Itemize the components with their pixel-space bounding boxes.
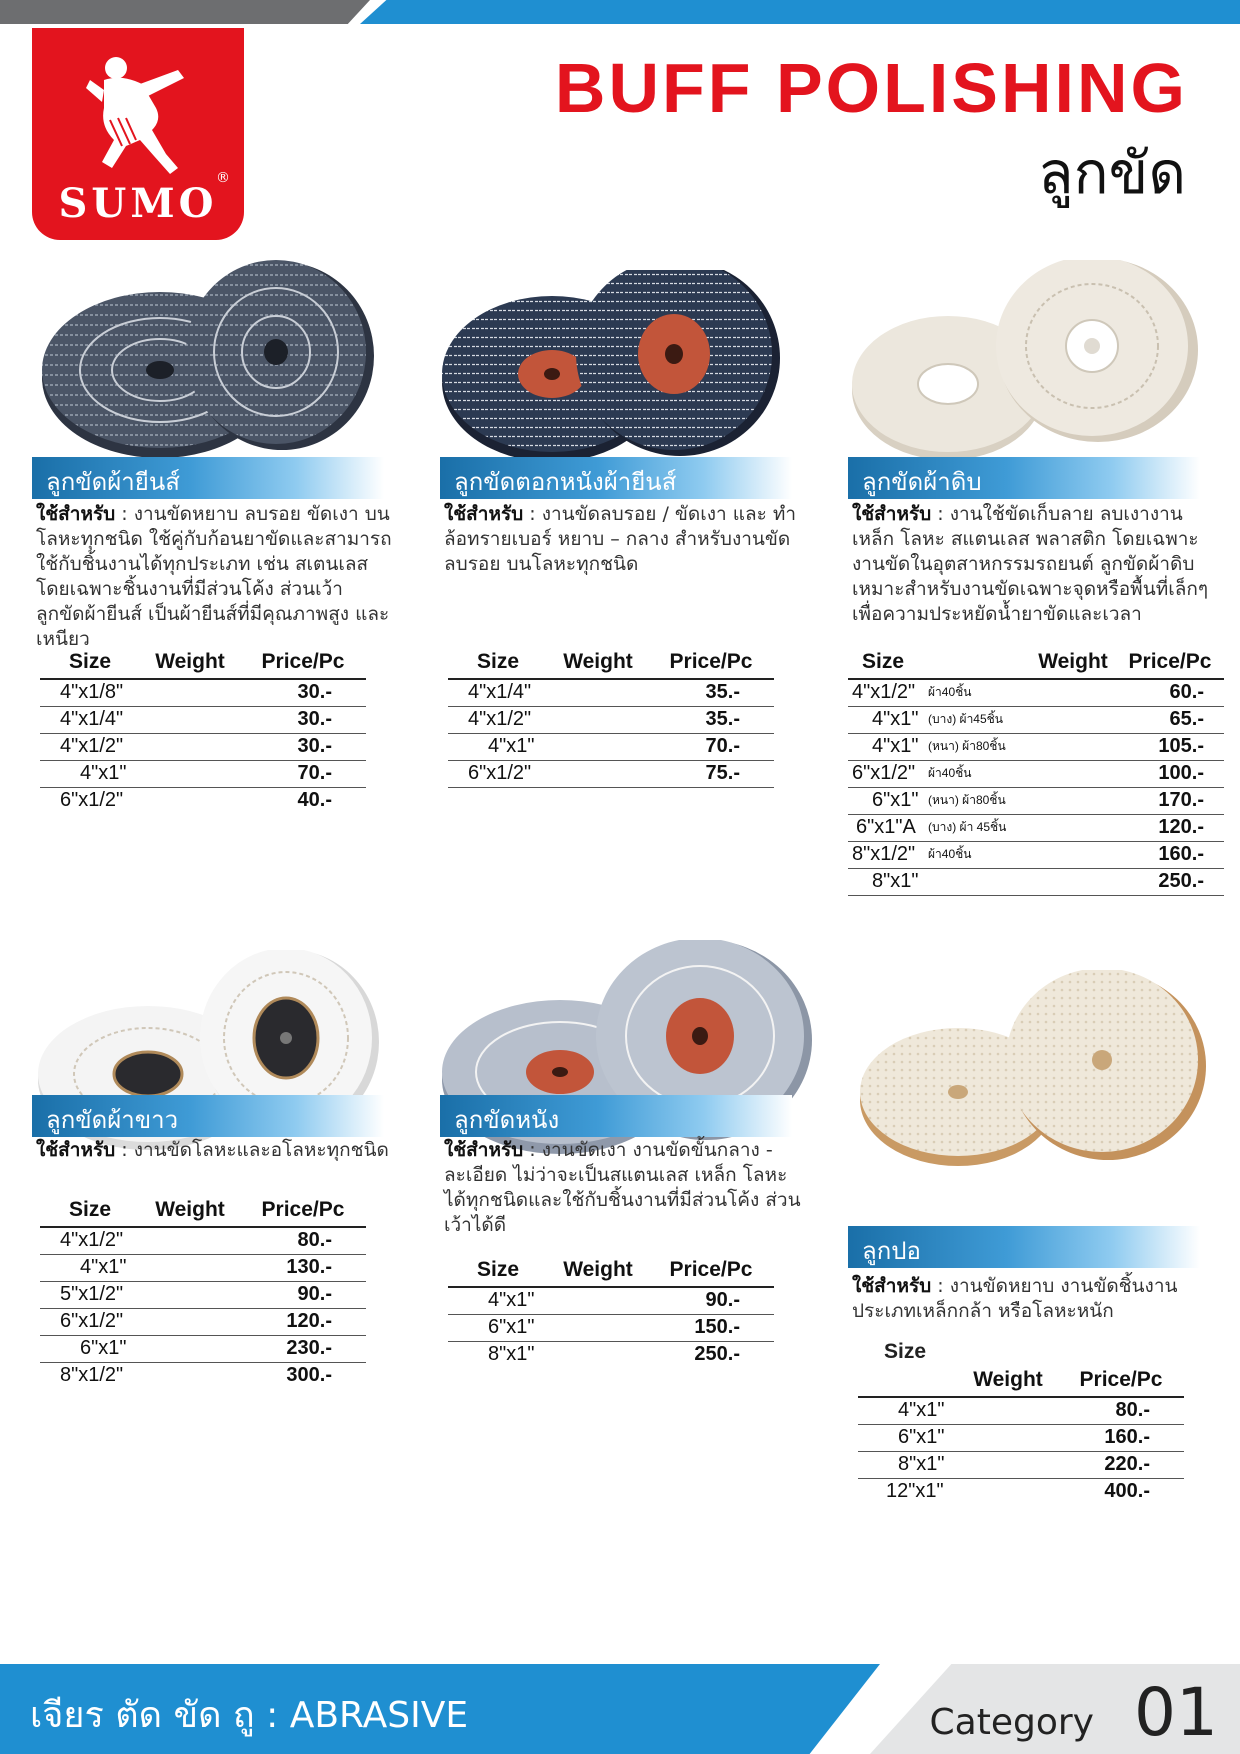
header-weight: Weight bbox=[1030, 648, 1116, 679]
size-cell: 4"x1/2" bbox=[448, 706, 548, 733]
size-cell: 8"x1" bbox=[858, 1451, 958, 1478]
price-cell: 130.- bbox=[240, 1254, 366, 1281]
price-cell: 160.- bbox=[1116, 841, 1224, 868]
table-row bbox=[848, 868, 1224, 895]
price-cell: 160.- bbox=[1058, 1424, 1184, 1451]
price-cell: 80.- bbox=[240, 1227, 366, 1254]
sisal-buff-image bbox=[858, 970, 1218, 1180]
note-cell: ผ้า40ชิ้น bbox=[928, 679, 1030, 706]
product-name-band bbox=[32, 457, 384, 499]
price-cell: 170.- bbox=[1116, 787, 1224, 814]
table-row bbox=[848, 733, 1224, 760]
price-table bbox=[40, 648, 366, 814]
table-row bbox=[858, 1397, 1184, 1424]
usage-text: : งานขัดลบรอย / ขัดเงา และ ทำล้อทรายเบอร์ หยาบ – กลาง สำหรับงานขัดลบรอย บนโลหะทุกชนิด bbox=[444, 503, 797, 575]
top-bar-gray bbox=[0, 0, 370, 24]
product-name: ลูกขัดตอกหนังผ้ายีนส์ bbox=[454, 468, 677, 496]
price-cell: 400.- bbox=[1104, 1480, 1150, 1503]
header-price: Price/Pc bbox=[240, 1196, 366, 1227]
page-title-th: ลูกขัด bbox=[1038, 139, 1186, 207]
price-table bbox=[848, 648, 1224, 896]
product-usage bbox=[852, 502, 1212, 627]
size-cell: 8"x1" bbox=[848, 868, 928, 895]
size-cell: 6"x1" bbox=[448, 1314, 548, 1341]
note-cell: (หนา) ผ้า80ชิ้น bbox=[928, 733, 1030, 760]
price-cell: 90.- bbox=[240, 1281, 366, 1308]
usage-label: ใช้สำหรับ bbox=[444, 503, 524, 525]
product-name: ลูกขัดหนัง bbox=[454, 1106, 560, 1134]
table-row bbox=[40, 1227, 366, 1254]
stitched-jeans-buff-image bbox=[440, 270, 800, 470]
price-cell: 35.- bbox=[648, 706, 774, 733]
table-row bbox=[40, 1335, 366, 1362]
header-size: Size bbox=[448, 648, 548, 679]
size-cell: 6"x1" bbox=[848, 787, 928, 814]
price-cell: 35.- bbox=[648, 679, 774, 706]
price-table bbox=[40, 1196, 366, 1389]
price-table bbox=[448, 648, 774, 788]
size-cell: 4"x1/4" bbox=[40, 706, 140, 733]
price-cell: 40.- bbox=[297, 789, 332, 812]
table-row bbox=[40, 760, 366, 787]
product-usage bbox=[36, 1138, 396, 1163]
jeans-buff-image bbox=[40, 260, 390, 470]
product-name: ลูกขัดผ้าขาว bbox=[46, 1106, 179, 1134]
product-name-band bbox=[32, 1095, 384, 1137]
footer-category-number: 01 bbox=[1134, 1674, 1218, 1751]
header-price: Price/Pc bbox=[648, 648, 774, 679]
size-cell: 6"x1" bbox=[40, 1335, 140, 1362]
size-cell: 4"x1" bbox=[448, 1287, 548, 1314]
table-row bbox=[448, 1314, 774, 1341]
size-cell: 4"x1" bbox=[448, 733, 548, 760]
table-row bbox=[848, 787, 1224, 814]
header-weight: Weight bbox=[140, 648, 240, 679]
footer-section-title: เจียร ตัด ขัด ถู : ABRASIVE bbox=[30, 1695, 469, 1736]
table-row bbox=[40, 706, 366, 733]
price-cell: 105.- bbox=[1116, 733, 1224, 760]
table-row bbox=[848, 841, 1224, 868]
table-row bbox=[858, 1424, 1184, 1451]
table-row bbox=[448, 1287, 774, 1314]
header-price: Price/Pc bbox=[1116, 648, 1224, 679]
price-cell: 70.- bbox=[240, 760, 366, 787]
size-cell: 6"x1/2" bbox=[60, 789, 124, 812]
price-cell: 30.- bbox=[240, 706, 366, 733]
size-cell: 4"x1" bbox=[848, 706, 928, 733]
size-cell: 8"x1/2" bbox=[60, 1364, 124, 1387]
table-row bbox=[40, 1281, 366, 1308]
price-cell: 300.- bbox=[286, 1364, 332, 1387]
usage-text: : งานขัดหยาบ ลบรอย ขัดเงา บนโลหะทุกชนิด ใช้คู่กับก้อนยาขัดและสามารถใช้กับชิ้นงานได้ทุกประเภท เช่น สเตนเลส โดยเฉพาะชิ้นงานที่มีส่วนโค้ง ส่วนเว้า ลูกขัดผ้ายีนส์ เป็นผ้ายีนส์ที่มีคุณภาพสูง และ เหนียว bbox=[36, 503, 392, 650]
price-cell: 250.- bbox=[1116, 868, 1224, 895]
header-price: Price/Pc bbox=[240, 648, 366, 679]
price-cell: 30.- bbox=[240, 679, 366, 706]
table-row bbox=[848, 706, 1224, 733]
size-cell: 4"x1" bbox=[40, 1254, 140, 1281]
size-cell: 6"x1/2" bbox=[848, 760, 928, 787]
table-row bbox=[40, 787, 366, 814]
brand-name: SUMO bbox=[58, 180, 218, 227]
price-cell: 60.- bbox=[1116, 679, 1224, 706]
header-weight: Weight bbox=[140, 1196, 240, 1227]
price-cell: 75.- bbox=[648, 760, 774, 787]
product-usage bbox=[36, 502, 396, 652]
price-table bbox=[448, 1256, 774, 1368]
size-cell: 8"x1" bbox=[488, 1343, 535, 1366]
table-row bbox=[40, 733, 366, 760]
header-weight: Weight bbox=[548, 1256, 648, 1287]
page-title-en: BUFF POLISHING bbox=[554, 49, 1188, 127]
header-size-label: Size bbox=[884, 1340, 927, 1363]
usage-label: ใช้สำหรับ bbox=[36, 1139, 116, 1161]
product-name-band bbox=[440, 1095, 792, 1137]
top-bar-blue bbox=[360, 0, 1240, 24]
footer bbox=[0, 1664, 1240, 1754]
table-row bbox=[848, 679, 1224, 706]
header-size: Size bbox=[448, 1256, 548, 1287]
price-cell: 120.- bbox=[240, 1308, 366, 1335]
size-cell: 8"x1/2" bbox=[848, 841, 928, 868]
size-cell: 4"x1/2" bbox=[848, 679, 928, 706]
size-cell: 4"x1" bbox=[858, 1397, 958, 1424]
size-cell: 4"x1" bbox=[40, 760, 140, 787]
size-cell: 4"x1/2" bbox=[40, 733, 140, 760]
table-row bbox=[448, 706, 774, 733]
product-name-band bbox=[848, 1226, 1200, 1268]
header-weight: Weight bbox=[548, 648, 648, 679]
table-row bbox=[40, 679, 366, 706]
header-size: Size bbox=[848, 648, 928, 679]
table-row bbox=[448, 760, 774, 787]
product-usage bbox=[444, 1138, 804, 1238]
price-cell: 90.- bbox=[648, 1287, 774, 1314]
price-table bbox=[858, 1366, 1184, 1505]
usage-text: : งานขัดเงา งานขัดขั้นกลาง - ละเอียด ไม่ว่าจะเป็นสแตนเลส เหล็ก โลหะ ได้ทุกชนิดและใช้กับชิ้นงานที่มีส่วนโค้ง ส่วนเว้าได้ดี bbox=[444, 1139, 801, 1236]
header-price: Price/Pc bbox=[1058, 1366, 1184, 1397]
table-row bbox=[40, 1308, 366, 1335]
usage-label: ใช้สำหรับ bbox=[852, 503, 932, 525]
size-cell: 5"x1/2" bbox=[40, 1281, 140, 1308]
product-usage bbox=[852, 1274, 1212, 1324]
usage-text: : งานขัดโลหะและอโลหะทุกชนิด bbox=[115, 1139, 389, 1161]
table-row bbox=[448, 1341, 774, 1368]
usage-text: : งานขัดหยาบ งานขัดชิ้นงานประเภทเหล็กกล้า หรือโลหะหนัก bbox=[852, 1275, 1178, 1322]
size-cell: 6"x1/2" bbox=[448, 760, 548, 787]
table-row bbox=[858, 1451, 1184, 1478]
size-cell: 4"x1" bbox=[848, 733, 928, 760]
price-cell: 80.- bbox=[1058, 1397, 1184, 1424]
table-row bbox=[858, 1478, 1184, 1505]
note-cell: (บาง) ผ้า45ชิ้น bbox=[928, 706, 1030, 733]
sumo-wrestler-icon bbox=[82, 50, 194, 180]
note-cell: (บาง) ผ้า 45ชิ้น bbox=[928, 814, 1030, 841]
table-row bbox=[448, 733, 774, 760]
note-cell: ผ้า40ชิ้น bbox=[928, 841, 1030, 868]
product-name: ลูกขัดผ้าดิบ bbox=[862, 468, 982, 496]
price-cell: 230.- bbox=[240, 1335, 366, 1362]
product-name-band bbox=[440, 457, 792, 499]
header-size: Size bbox=[40, 648, 140, 679]
price-cell: 30.- bbox=[240, 733, 366, 760]
product-name: ลูกปอ bbox=[862, 1237, 921, 1265]
size-cell: 4"x1/2" bbox=[40, 1227, 140, 1254]
usage-label: ใช้สำหรับ bbox=[444, 1139, 524, 1161]
note-cell bbox=[928, 868, 1030, 895]
size-cell: 6"x1"A bbox=[848, 814, 928, 841]
note-cell: ผ้า40ชิ้น bbox=[928, 760, 1030, 787]
table-row bbox=[40, 1254, 366, 1281]
price-cell: 120.- bbox=[1116, 814, 1224, 841]
table-row bbox=[848, 760, 1224, 787]
size-cell: 4"x1/4" bbox=[448, 679, 548, 706]
table-row bbox=[848, 814, 1224, 841]
price-cell: 220.- bbox=[1058, 1451, 1184, 1478]
price-cell: 65.- bbox=[1116, 706, 1224, 733]
table-row bbox=[40, 1362, 366, 1389]
footer-category-label: Category bbox=[929, 1702, 1094, 1743]
header-price: Price/Pc bbox=[648, 1256, 774, 1287]
usage-text: : งานใช้ขัดเก็บลาย ลบเงางาน เหล็ก โลหะ สแตนเลส พลาสติก โดยเฉพาะงานขัดในอุตสาหกรรมรถยนต์ ลูกขัดผ้าดิบเหมาะสำหรับงานขัดเฉพาะจุดหรือพื้นที่เล็กๆ เพื่อความประหยัดน้ำยาขัดและเวลา bbox=[852, 503, 1209, 625]
raw-cotton-buff-image bbox=[848, 260, 1208, 470]
size-cell: 12"x1" bbox=[886, 1480, 944, 1503]
product-name-band bbox=[848, 457, 1200, 499]
price-cell: 250.- bbox=[694, 1343, 740, 1366]
price-cell: 150.- bbox=[648, 1314, 774, 1341]
sumo-logo bbox=[32, 28, 244, 240]
price-cell: 100.- bbox=[1116, 760, 1224, 787]
table-row bbox=[448, 679, 774, 706]
registered-mark: ® bbox=[216, 170, 230, 186]
header-weight: Weight bbox=[958, 1366, 1058, 1397]
usage-label: ใช้สำหรับ bbox=[852, 1275, 932, 1297]
product-usage bbox=[444, 502, 804, 577]
price-cell: 70.- bbox=[648, 733, 774, 760]
note-cell: (หนา) ผ้า80ชิ้น bbox=[928, 787, 1030, 814]
size-cell: 4"x1/8" bbox=[40, 679, 140, 706]
product-name: ลูกขัดผ้ายีนส์ bbox=[46, 468, 180, 496]
size-cell: 6"x1" bbox=[858, 1424, 958, 1451]
size-cell: 6"x1/2" bbox=[40, 1308, 140, 1335]
header-size: Size bbox=[40, 1196, 140, 1227]
usage-label: ใช้สำหรับ bbox=[36, 503, 116, 525]
